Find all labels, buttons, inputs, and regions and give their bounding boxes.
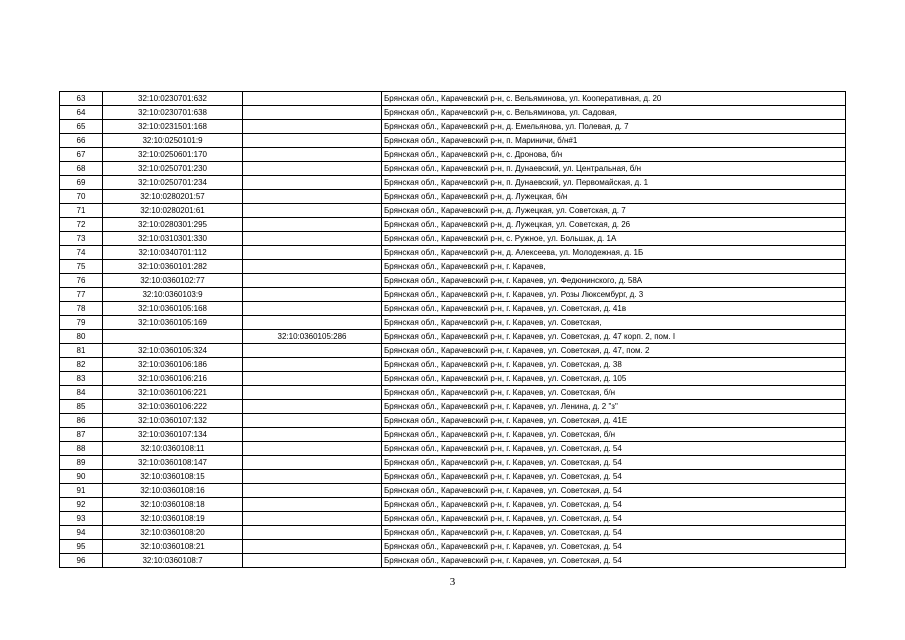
row-number-cell: 89 [60, 456, 103, 470]
table-row [60, 540, 846, 554]
address-cell: Брянская обл., Карачевский р-н, п. Дунаевский, ул. Первомайская, д. 1 [382, 176, 846, 190]
address-cell: Брянская обл., Карачевский р-н, д. Лужецкая, б/н [382, 190, 846, 204]
cadastral-number-alt-cell [243, 232, 382, 246]
cadastral-number-alt-cell [243, 92, 382, 106]
cadastral-number-alt-cell [243, 106, 382, 120]
cadastral-number-cell: 32:10:0360102:77 [103, 274, 243, 288]
row-number-cell: 67 [60, 148, 103, 162]
cadastral-number-alt-cell [243, 498, 382, 512]
address-cell: Брянская обл., Карачевский р-н, г. Карачев, ул. Советская, д. 54 [382, 540, 846, 554]
cadastral-number-cell: 32:10:0360106:221 [103, 386, 243, 400]
cadastral-number-alt-cell [243, 414, 382, 428]
table-body [60, 92, 846, 568]
cadastral-number-cell: 32:10:0250701:234 [103, 176, 243, 190]
address-cell: Брянская обл., Карачевский р-н, г. Карачев, ул. Советская, д. 54 [382, 526, 846, 540]
row-number-cell: 80 [60, 330, 103, 344]
cadastral-number-alt-cell [243, 148, 382, 162]
row-number-cell: 90 [60, 470, 103, 484]
address-cell: Брянская обл., Карачевский р-н, д. Алексеева, ул. Молодежная, д. 1Б [382, 246, 846, 260]
cadastral-number-alt-cell [243, 204, 382, 218]
address-cell: Брянская обл., Карачевский р-н, г. Карачев, ул. Советская, д. 54 [382, 442, 846, 456]
cadastral-number-cell: 32:10:0280201:57 [103, 190, 243, 204]
cadastral-number-cell: 32:10:0360108:21 [103, 540, 243, 554]
table-row [60, 204, 846, 218]
table-row [60, 162, 846, 176]
table-row [60, 106, 846, 120]
cadastral-number-alt-cell [243, 554, 382, 568]
row-number-cell: 79 [60, 316, 103, 330]
cadastral-number-cell: 32:10:0310301:330 [103, 232, 243, 246]
table-row [60, 526, 846, 540]
cadastral-number-alt-cell [243, 358, 382, 372]
cadastral-number-alt-cell [243, 372, 382, 386]
row-number-cell: 77 [60, 288, 103, 302]
table-row [60, 400, 846, 414]
row-number-cell: 87 [60, 428, 103, 442]
row-number-cell: 70 [60, 190, 103, 204]
address-cell: Брянская обл., Карачевский р-н, г. Карачев, ул. Ленина, д. 2 "з" [382, 400, 846, 414]
table-row [60, 302, 846, 316]
cadastral-number-cell: 32:10:0340701:112 [103, 246, 243, 260]
row-number-cell: 63 [60, 92, 103, 106]
cadastral-number-cell: 32:10:0250701:230 [103, 162, 243, 176]
row-number-cell: 65 [60, 120, 103, 134]
cadastral-number-alt-cell [243, 386, 382, 400]
address-cell: Брянская обл., Карачевский р-н, с. Дронова, б/н [382, 148, 846, 162]
table-row [60, 428, 846, 442]
address-cell: Брянская обл., Карачевский р-н, г. Карачев, [382, 260, 846, 274]
cadastral-number-cell: 32:10:0360105:324 [103, 344, 243, 358]
table-row [60, 274, 846, 288]
cadastral-number-cell: 32:10:0280201:61 [103, 204, 243, 218]
address-cell: Брянская обл., Карачевский р-н, п. Дунаевский, ул. Центральная, б/н [382, 162, 846, 176]
cadastral-number-cell: 32:10:0360107:132 [103, 414, 243, 428]
cadastral-number-cell: 32:10:0360105:169 [103, 316, 243, 330]
cadastral-number-cell: 32:10:0250101:9 [103, 134, 243, 148]
row-number-cell: 81 [60, 344, 103, 358]
address-cell: Брянская обл., Карачевский р-н, г. Карачев, ул. Розы Люксембург, д. 3 [382, 288, 846, 302]
address-cell: Брянская обл., Карачевский р-н, г. Карачев, ул. Советская, [382, 316, 846, 330]
row-number-cell: 75 [60, 260, 103, 274]
cadastral-number-alt-cell [243, 344, 382, 358]
table-row [60, 134, 846, 148]
address-cell: Брянская обл., Карачевский р-н, г. Карачев, ул. Советская, д. 54 [382, 554, 846, 568]
cadastral-number-alt-cell [243, 246, 382, 260]
table-row [60, 260, 846, 274]
objects-table [59, 91, 846, 568]
address-cell: Брянская обл., Карачевский р-н, г. Карачев, ул. Советская, д. 47, пом. 2 [382, 344, 846, 358]
cadastral-number-alt-cell [243, 540, 382, 554]
row-number-cell: 82 [60, 358, 103, 372]
page-number: 3 [449, 576, 456, 588]
row-number-cell: 69 [60, 176, 103, 190]
row-number-cell: 91 [60, 484, 103, 498]
cadastral-number-cell: 32:10:0360106:222 [103, 400, 243, 414]
address-cell: Брянская обл., Карачевский р-н, г. Карачев, ул. Советская, д. 54 [382, 498, 846, 512]
cadastral-number-cell: 32:10:0360108:16 [103, 484, 243, 498]
row-number-cell: 73 [60, 232, 103, 246]
address-cell: Брянская обл., Карачевский р-н, с. Вельяминова, ул. Кооперативная, д. 20 [382, 92, 846, 106]
cadastral-number-cell: 32:10:0360108:20 [103, 526, 243, 540]
table-row [60, 470, 846, 484]
row-number-cell: 72 [60, 218, 103, 232]
table-row [60, 386, 846, 400]
table-row [60, 330, 846, 344]
table-row [60, 358, 846, 372]
cadastral-number-cell: 32:10:0360108:147 [103, 456, 243, 470]
row-number-cell: 95 [60, 540, 103, 554]
table-row [60, 316, 846, 330]
row-number-cell: 84 [60, 386, 103, 400]
cadastral-number-cell: 32:10:0360106:216 [103, 372, 243, 386]
row-number-cell: 93 [60, 512, 103, 526]
table-row [60, 288, 846, 302]
address-cell: Брянская обл., Карачевский р-н, п. Мариничи, б/н#1 [382, 134, 846, 148]
address-cell: Брянская обл., Карачевский р-н, г. Карачев, ул. Советская, д. 54 [382, 484, 846, 498]
address-cell: Брянская обл., Карачевский р-н, г. Карачев, ул. Советская, д. 41в [382, 302, 846, 316]
table-row [60, 498, 846, 512]
cadastral-number-cell: 32:10:0280301:295 [103, 218, 243, 232]
cadastral-number-cell: 32:10:0360108:11 [103, 442, 243, 456]
cadastral-number-cell: 32:10:0360103:9 [103, 288, 243, 302]
address-cell: Брянская обл., Карачевский р-н, д. Лужецкая, ул. Советская, д. 26 [382, 218, 846, 232]
table-row [60, 484, 846, 498]
table-row [60, 554, 846, 568]
table-row [60, 344, 846, 358]
table-row [60, 232, 846, 246]
cadastral-number-alt-cell [243, 470, 382, 484]
table-row [60, 148, 846, 162]
row-number-cell: 64 [60, 106, 103, 120]
address-cell: Брянская обл., Карачевский р-н, г. Карачев, ул. Советская, д. 47 корп. 2, пом. I [382, 330, 846, 344]
address-cell: Брянская обл., Карачевский р-н, с. Вельяминова, ул. Садовая, [382, 106, 846, 120]
cadastral-number-alt-cell [243, 400, 382, 414]
cadastral-number-alt-cell [243, 456, 382, 470]
cadastral-number-cell: 32:10:0360108:19 [103, 512, 243, 526]
address-cell: Брянская обл., Карачевский р-н, г. Карачев, ул. Федюнинского, д. 58А [382, 274, 846, 288]
table-row [60, 456, 846, 470]
row-number-cell: 96 [60, 554, 103, 568]
row-number-cell: 92 [60, 498, 103, 512]
cadastral-number-cell: 32:10:0231501:168 [103, 120, 243, 134]
cadastral-number-cell: 32:10:0360108:18 [103, 498, 243, 512]
table-row [60, 218, 846, 232]
cadastral-number-cell: 32:10:0360106:186 [103, 358, 243, 372]
address-cell: Брянская обл., Карачевский р-н, с. Ружное, ул. Большак, д. 1А [382, 232, 846, 246]
table-row [60, 120, 846, 134]
cadastral-number-cell: 32:10:0360105:168 [103, 302, 243, 316]
cadastral-number-alt-cell [243, 120, 382, 134]
address-cell: Брянская обл., Карачевский р-н, г. Карачев, ул. Советская, д. 54 [382, 456, 846, 470]
table-row [60, 512, 846, 526]
table-row [60, 246, 846, 260]
cadastral-number-cell: 32:10:0230701:632 [103, 92, 243, 106]
address-cell: Брянская обл., Карачевский р-н, г. Карачев, ул. Советская, д. 38 [382, 358, 846, 372]
address-cell: Брянская обл., Карачевский р-н, г. Карачев, ул. Советская, б/н [382, 428, 846, 442]
table-row [60, 190, 846, 204]
cadastral-number-cell: 32:10:0360108:15 [103, 470, 243, 484]
table-row [60, 92, 846, 106]
cadastral-number-alt-cell [243, 302, 382, 316]
table-row [60, 442, 846, 456]
cadastral-number-cell [103, 330, 243, 344]
row-number-cell: 74 [60, 246, 103, 260]
address-cell: Брянская обл., Карачевский р-н, г. Карачев, ул. Советская, д. 54 [382, 512, 846, 526]
cadastral-number-alt-cell [243, 176, 382, 190]
cadastral-number-cell: 32:10:0360107:134 [103, 428, 243, 442]
cadastral-number-cell: 32:10:0250601:170 [103, 148, 243, 162]
cadastral-number-alt-cell [243, 288, 382, 302]
cadastral-number-alt-cell [243, 190, 382, 204]
address-cell: Брянская обл., Карачевский р-н, г. Карачев, ул. Советская, б/н [382, 386, 846, 400]
row-number-cell: 78 [60, 302, 103, 316]
cadastral-number-alt-cell [243, 218, 382, 232]
address-cell: Брянская обл., Карачевский р-н, д. Емельянова, ул. Полевая, д. 7 [382, 120, 846, 134]
cadastral-number-alt-cell [243, 260, 382, 274]
table-row [60, 414, 846, 428]
row-number-cell: 76 [60, 274, 103, 288]
cadastral-number-alt-cell [243, 134, 382, 148]
cadastral-number-alt-cell [243, 442, 382, 456]
cadastral-number-alt-cell [243, 512, 382, 526]
row-number-cell: 68 [60, 162, 103, 176]
cadastral-number-alt-cell [243, 484, 382, 498]
row-number-cell: 66 [60, 134, 103, 148]
address-cell: Брянская обл., Карачевский р-н, г. Карачев, ул. Советская, д. 54 [382, 470, 846, 484]
table-row [60, 176, 846, 190]
address-cell: Брянская обл., Карачевский р-н, д. Лужецкая, ул. Советская, д. 7 [382, 204, 846, 218]
address-cell: Брянская обл., Карачевский р-н, г. Карачев, ул. Советская, д. 105 [382, 372, 846, 386]
cadastral-number-alt-cell [243, 316, 382, 330]
cadastral-number-cell: 32:10:0360101:282 [103, 260, 243, 274]
address-cell: Брянская обл., Карачевский р-н, г. Карачев, ул. Советская, д. 41Е [382, 414, 846, 428]
table-row [60, 372, 846, 386]
row-number-cell: 85 [60, 400, 103, 414]
cadastral-number-cell: 32:10:0360108:7 [103, 554, 243, 568]
cadastral-number-alt-cell [243, 428, 382, 442]
cadastral-number-alt-cell: 32:10:0360105:286 [243, 330, 382, 344]
cadastral-number-alt-cell [243, 274, 382, 288]
row-number-cell: 71 [60, 204, 103, 218]
cadastral-number-alt-cell [243, 526, 382, 540]
row-number-cell: 94 [60, 526, 103, 540]
cadastral-number-alt-cell [243, 162, 382, 176]
row-number-cell: 83 [60, 372, 103, 386]
cadastral-number-cell: 32:10:0230701:638 [103, 106, 243, 120]
row-number-cell: 88 [60, 442, 103, 456]
row-number-cell: 86 [60, 414, 103, 428]
